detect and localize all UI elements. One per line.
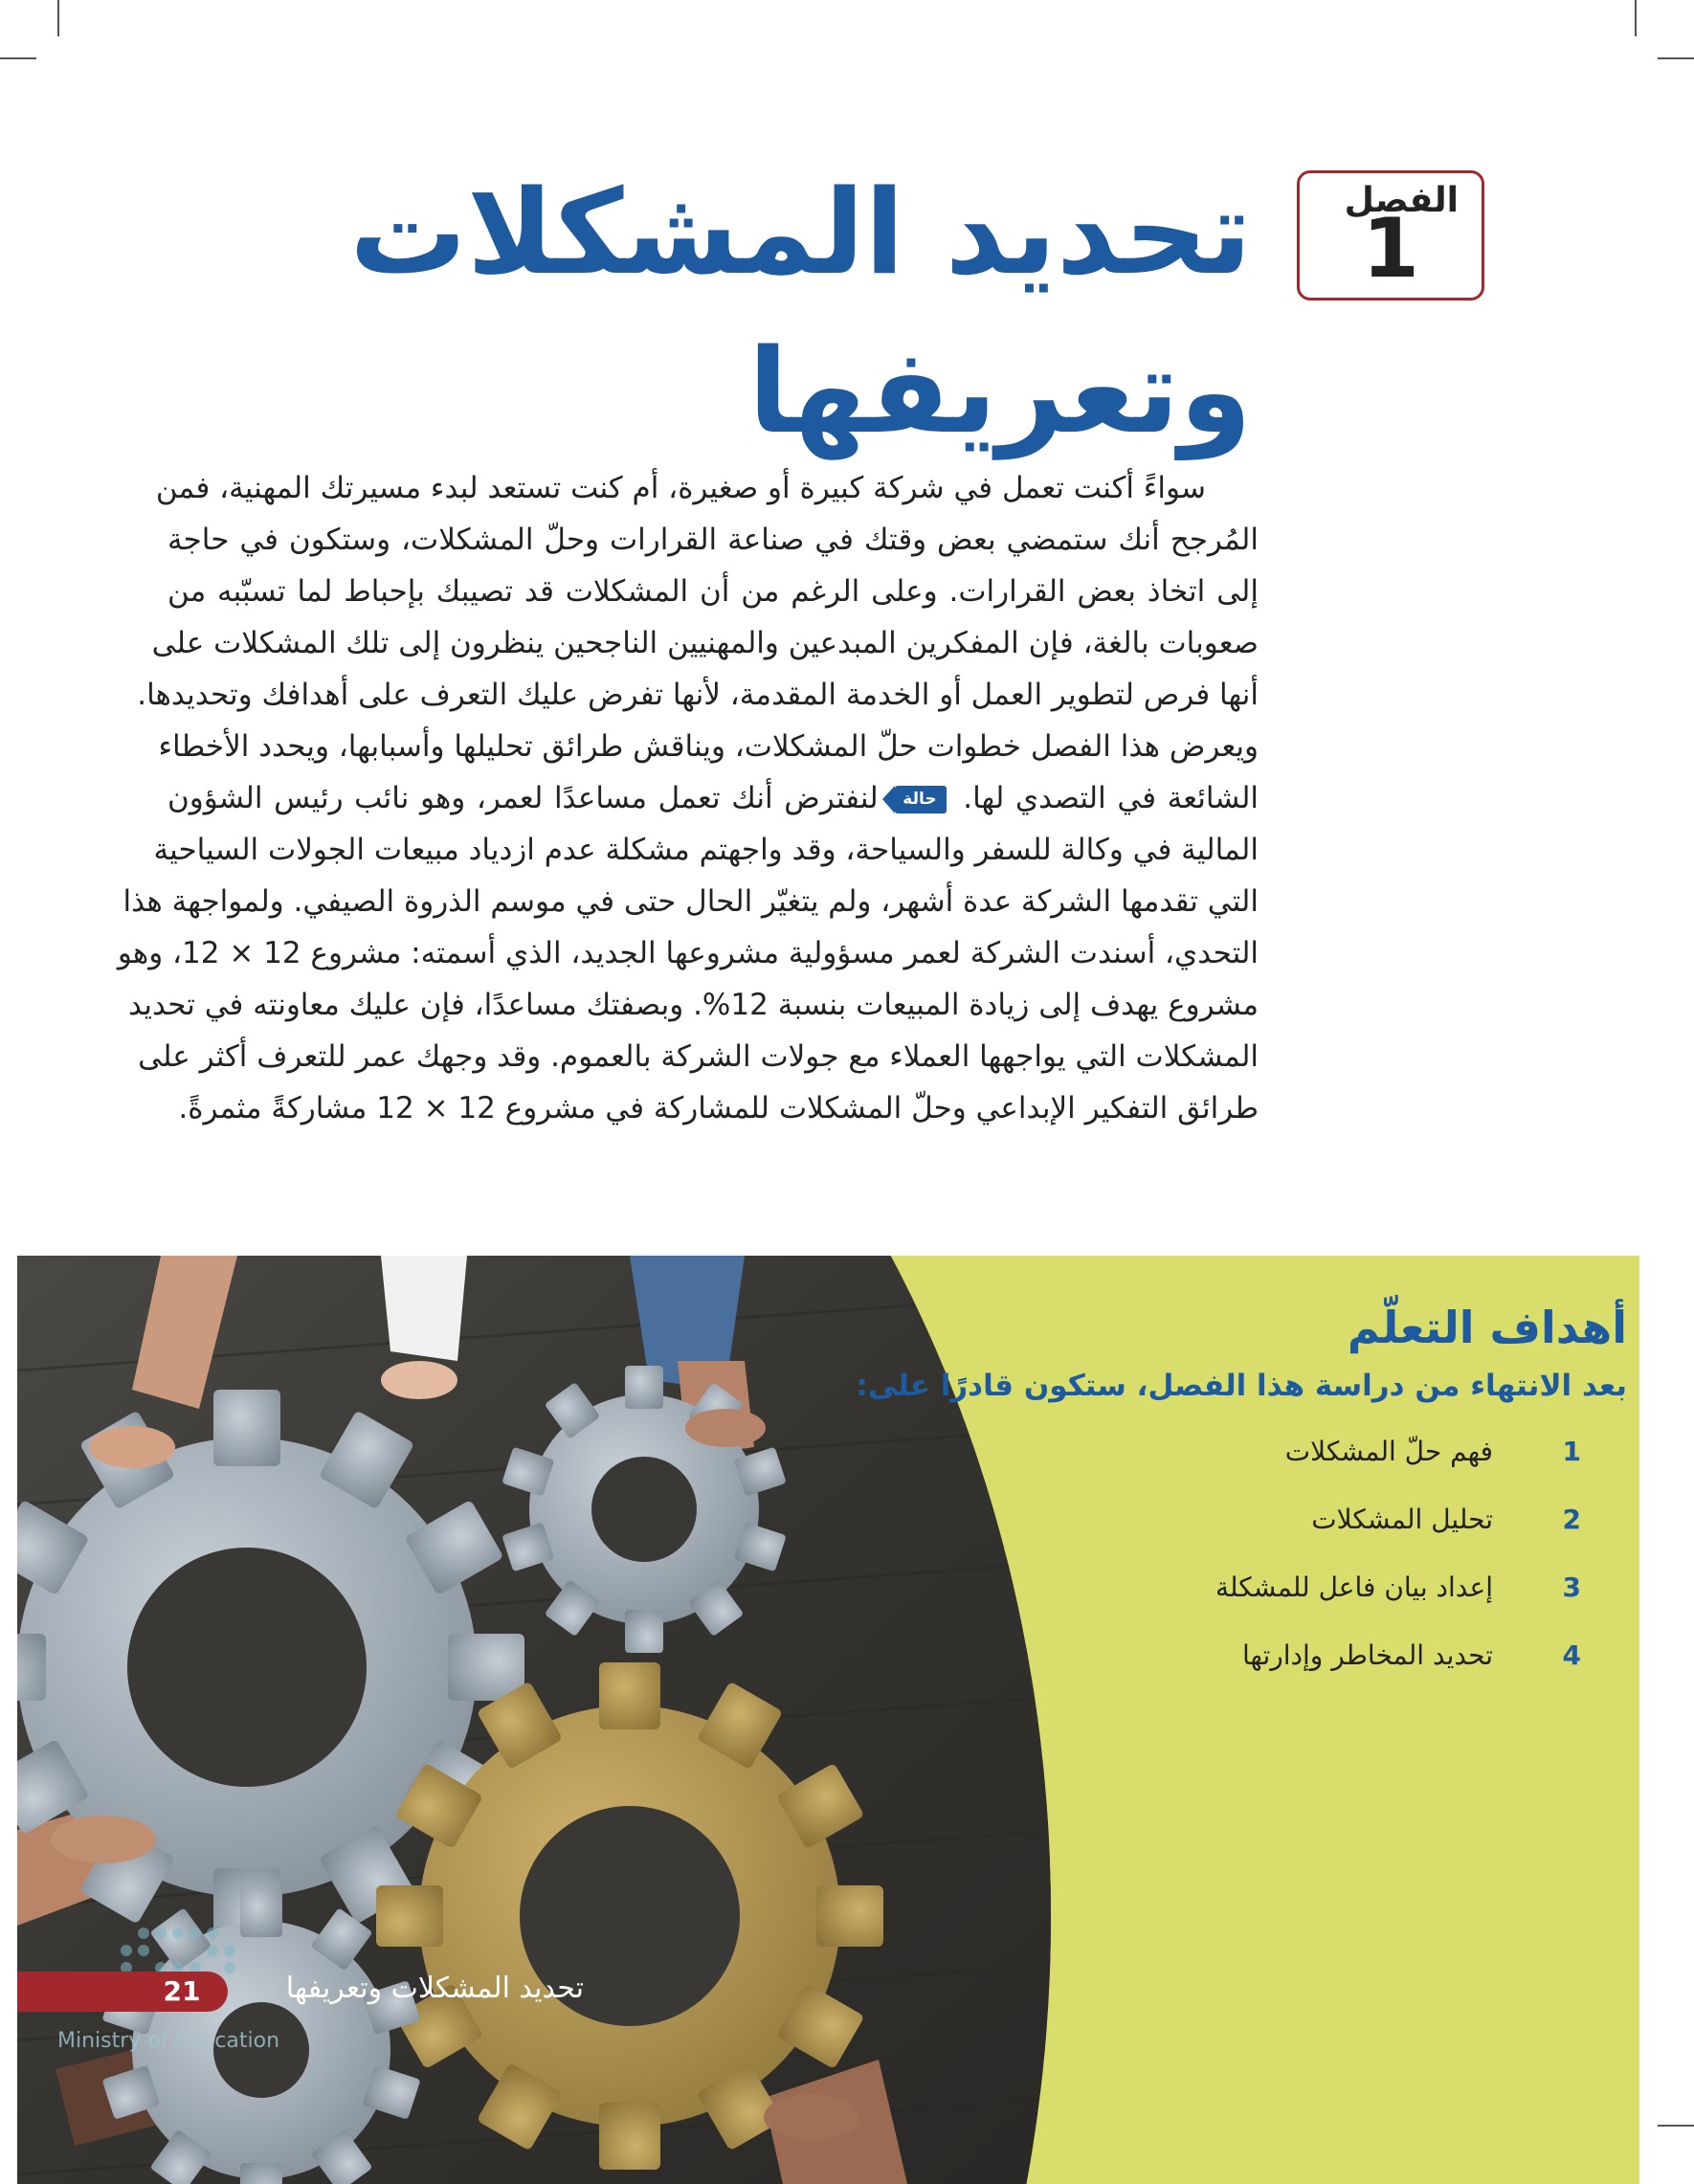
chapter-label: الفصل — [1344, 181, 1459, 220]
footer-chapter-title: تحديد المشكلات وتعريفها — [285, 1972, 584, 2005]
case-text-after: لنفترض أنك تعمل مساعدًا لعمر، وهو نائب رئيس الشؤون — [167, 781, 879, 815]
learning-goal-item — [861, 1436, 1627, 1483]
finger-shape — [51, 1816, 156, 1863]
finger-shape — [381, 1361, 457, 1399]
crop-mark — [1658, 2125, 1694, 2127]
page-number: 21 — [163, 1975, 201, 2007]
crop-mark — [57, 0, 59, 36]
goal-number: 4 — [1562, 1639, 1581, 1671]
goal-text: إعداد بيان فاعل للمشكلة — [1215, 1571, 1493, 1603]
goal-text: فهم حلّ المشكلات — [1284, 1436, 1493, 1467]
chapter-box — [1297, 170, 1484, 301]
learning-goals-title: أهداف التعلّم — [1347, 1302, 1627, 1353]
finger-shape — [685, 1409, 766, 1447]
sleeve-shape — [381, 1256, 467, 1361]
goal-number: 1 — [1562, 1436, 1581, 1467]
intro-line: مشروع يهدف إلى زيادة المبيعات بنسبة 12%. وبصفتك مساعدًا، فإن عليك معاونته في تحديد — [128, 988, 1259, 1022]
intro-line: المالية في وكالة للسفر والسياحة، وقد واجهتم مشكلة عدم ازدياد مبيعات الجولات السياحية — [153, 833, 1259, 867]
intro-line: أنها فرص لتطوير العمل أو الخدمة المقدمة، لأنها تفرض عليك التعرف على أهدافك وتحديدها. — [137, 678, 1259, 712]
crop-mark — [1658, 57, 1694, 59]
ministry-name-en: Ministry of Education — [57, 2029, 280, 2053]
chapter-number: 1 — [1362, 201, 1419, 297]
intro-line: صعوبات بالغة، فإن المفكرين المبدعين والمهنيين الناجحين ينظرون إلى تلك المشكلات على — [151, 626, 1259, 660]
goal-text: تحديد المخاطر وإدارتها — [1242, 1639, 1493, 1671]
goal-text: تحليل المشكلات — [1311, 1504, 1493, 1535]
crop-mark — [1635, 0, 1637, 36]
learning-goal-item — [861, 1504, 1627, 1551]
intro-line: طرائق التفكير الإبداعي وحلّ المشكلات للمشاركة في مشروع 12 × 12 مشاركةً مثمرةً. — [178, 1091, 1259, 1125]
intro-line: ويعرض هذا الفصل خطوات حلّ المشكلات، ويناقش طرائق تحليلها وأسبابها، ويحدد الأخطاء — [158, 729, 1259, 764]
intro-line: التي تقدمها الشركة عدة أشهر، ولم يتغيّر الحال حتى في موسم الذروة الصيفي. ولمواجهة هذا — [123, 884, 1259, 919]
learning-goal-item — [861, 1639, 1627, 1687]
learning-goal-item — [861, 1571, 1627, 1619]
goal-number: 2 — [1562, 1504, 1581, 1535]
case-text-before: الشائعة في التصدي لها. — [963, 781, 1259, 815]
learning-goals-intro: بعد الانتهاء من دراسة هذا الفصل، ستكون قادرًا على: — [856, 1369, 1627, 1403]
intro-line: المُرجح أنك ستمضي بعض وقتك في صناعة القرارات وحلّ المشكلات، وستكون في حاجة — [167, 523, 1259, 557]
chapter-title-line-1: تحديد المشكلات — [349, 165, 1252, 301]
intro-line-case — [167, 772, 1259, 824]
intro-line: المشكلات التي يواجهها العملاء مع جولات الشركة بالعموم. وقد وجهك عمر للتعرف أكثر على — [138, 1039, 1259, 1074]
intro-line: إلى اتخاذ بعض القرارات. وعلى الرغم من أن المشكلات قد تصيبك بإحباط لما تسبّبه من — [167, 574, 1259, 609]
intro-line: التحدي، أسندت الشركة لعمر مسؤولية مشروعها الجديد، الذي أسمته: مشروع 12 × 12، وهو — [117, 936, 1259, 970]
case-tag: حالة — [895, 786, 946, 813]
crop-mark — [0, 57, 36, 59]
goal-number: 3 — [1562, 1571, 1581, 1603]
finger-shape — [89, 1426, 175, 1468]
chapter-title-line-2: وتعريفها — [747, 323, 1252, 459]
finger-shape — [764, 2094, 859, 2140]
intro-line: سواءً أكنت تعمل في شركة كبيرة أو صغيرة، أم كنت تستعد لبدء مسيرتك المهنية، فمن — [155, 471, 1206, 505]
intro-paragraph — [117, 462, 1259, 1134]
